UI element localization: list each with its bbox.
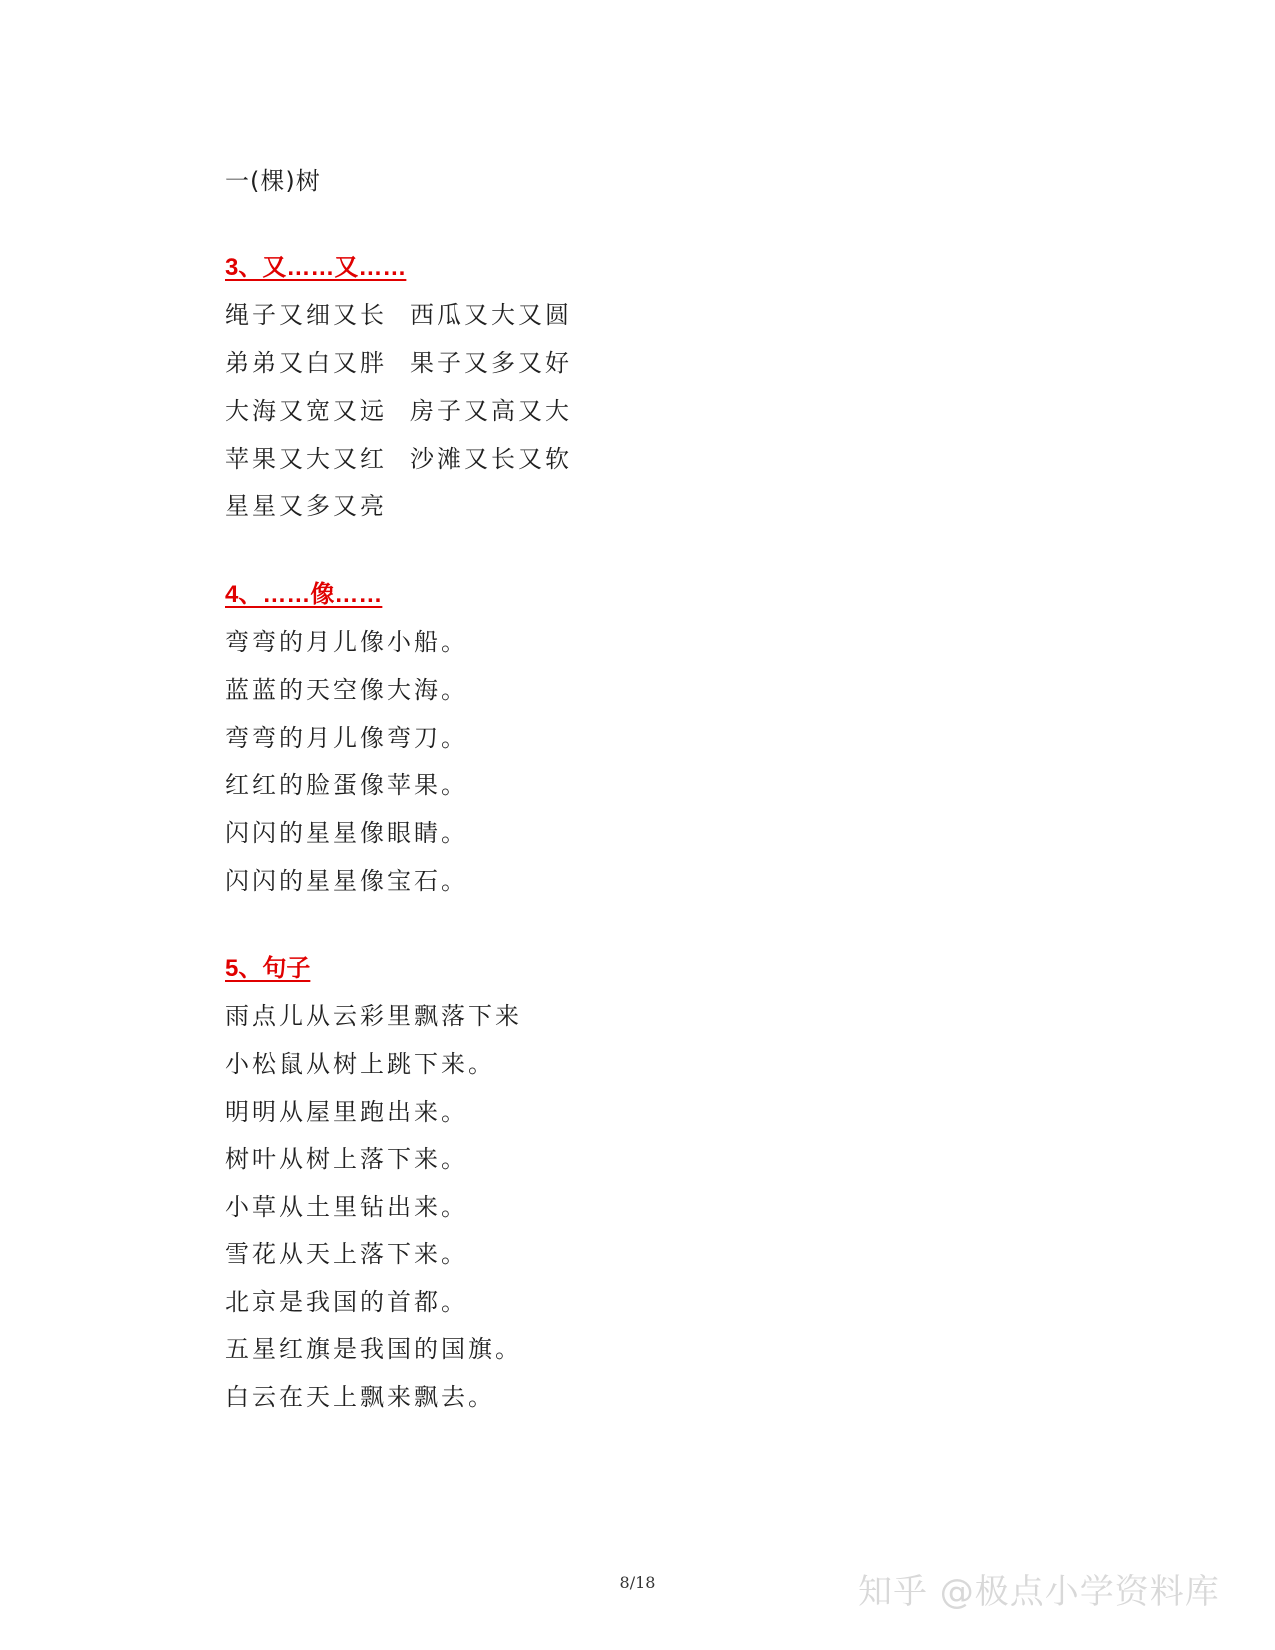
sentence-line: 明明从屋里跑出来。 [225, 1098, 468, 1126]
sentence-line: 弯弯的月儿像小船。 [225, 628, 468, 656]
sentence-line: 蓝蓝的天空像大海。 [225, 676, 468, 704]
phrase-item: 房子又高又大 [410, 397, 572, 425]
sentence-line: 树叶从树上落下来。 [225, 1145, 468, 1173]
phrase-item: 西瓜又大又圆 [410, 301, 572, 329]
sentence-line: 小草从土里钻出来。 [225, 1193, 468, 1221]
phrase-row [225, 348, 625, 378]
section-heading-3: 3、又……又…… [225, 254, 407, 281]
intro-line: 一(棵)树 [225, 167, 321, 195]
sentence-line: 白云在天上飘来飘去。 [225, 1383, 495, 1411]
phrase-item: 星星又多又亮 [225, 492, 387, 520]
sentence-line: 闪闪的星星像宝石。 [225, 867, 468, 895]
page-number: 8/18 [619, 1573, 656, 1592]
watermark: 知乎 @极点小学资料库 [858, 1572, 1220, 1612]
section-heading-4: 4、……像…… [225, 581, 383, 608]
sentence-line: 红红的脸蛋像苹果。 [225, 771, 468, 799]
sentence-line: 北京是我国的首都。 [225, 1288, 468, 1316]
sentence-line: 雪花从天上落下来。 [225, 1240, 468, 1268]
phrase-row [225, 300, 625, 330]
phrase-item: 果子又多又好 [410, 349, 572, 377]
phrase-row [225, 396, 625, 426]
phrase-item: 大海又宽又远 [225, 397, 387, 425]
phrase-row [225, 444, 625, 474]
sentence-line: 五星红旗是我国的国旗。 [225, 1335, 522, 1363]
phrase-item: 苹果又大又红 [225, 445, 387, 473]
phrase-item: 沙滩又长又软 [410, 445, 572, 473]
sentence-line: 雨点儿从云彩里飘落下来 [225, 1002, 522, 1030]
phrase-item: 绳子又细又长 [225, 301, 387, 329]
sentence-line: 闪闪的星星像眼睛。 [225, 819, 468, 847]
sentence-line: 小松鼠从树上跳下来。 [225, 1050, 495, 1078]
section-heading-5: 5、句子 [225, 955, 311, 982]
phrase-item: 弟弟又白又胖 [225, 349, 387, 377]
sentence-line: 弯弯的月儿像弯刀。 [225, 724, 468, 752]
